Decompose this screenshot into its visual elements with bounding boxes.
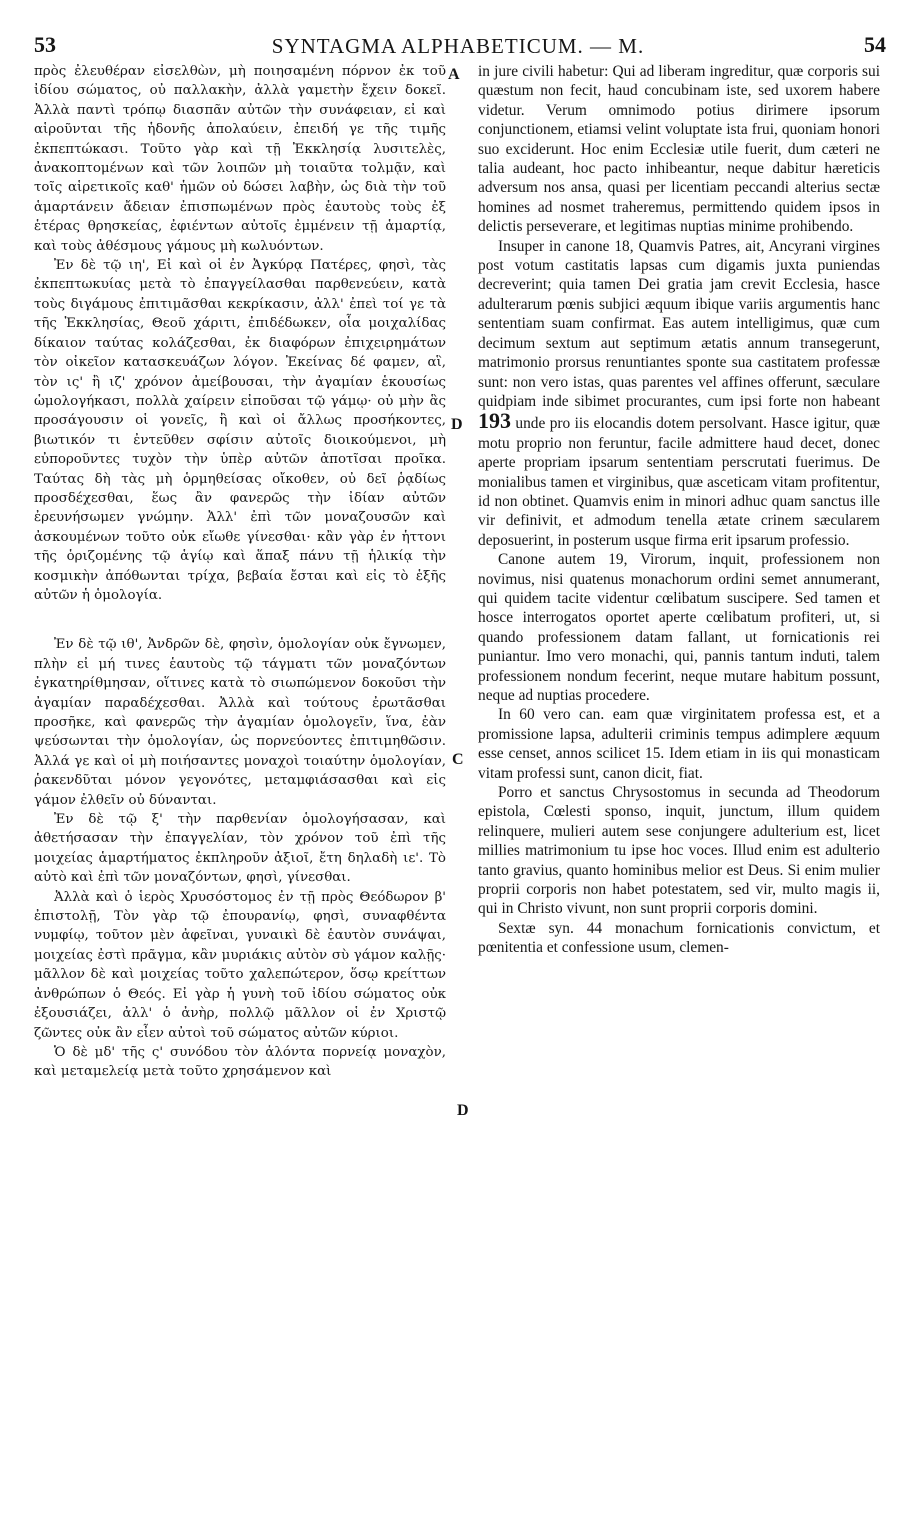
latin-paragraph: Sextæ syn. 44 monachum fornicationis convictum, et pœnitentia et confessione usum, clemen- (478, 919, 880, 957)
latin-paragraph: Porro et sanctus Chrysostomus in secunda ad Theodorum epistola, Cœlesti sponso, inquit, junctum, illum quidem relinquere, mulieri autem sese conjungere adulterium est, licet millies matrimonium tu ipse hoc voces. Illud enim est adulterio tanto gravius, quanto hominibus melior est Deus. Si enim mulier proprii corporis non habet potestatem, sed vir, multo magis ii, qui in Christo vivunt, non sunt proprii corporis domini. (478, 784, 880, 918)
greek-paragraph: Ἐν δὲ τῷ ιθ', Ἀνδρῶν δὲ, φησὶν, ὁμολογίαν οὐκ ἔγνωμεν, πλὴν εἰ μή τινες ἑαυτοὺς τῷ τάγματι τῶν μοναζόντων ἐγκατηρίθμησαν, οἵτινες κατὰ τὸ σιωπώμενον δοκοῦσι τὴν ἀγαμίαν παραδέχεσθαι. Ἀλλὰ καὶ τούτους ἐρωτᾶσθαι προσῆκε, καὶ φανερῶς τὴν ἀγαμίαν ὁμολογεῖν, ἵνα, ἐὰν ψεύσωνται τὴν ὁμολογίαν, ὡς πορνεύοντες ἐπιτιμηθῶσιν. Ἀλλά γε καὶ οἱ μὴ ποιήσαντες μοναχοὶ τοιαύτην ὁμολογίαν, ῥακενδῦται μόνον γεγονότες, μεταμφιάσασθαι καὶ εἰς γάμον ἐλθεῖν οὐ δύνανται. (34, 637, 446, 808)
greek-paragraph: Ἐν δὲ τῷ ιη', Εἰ καὶ οἱ ἐν Ἀγκύρᾳ Πατέρες, φησὶ, τὰς ἐκπεπτωκυίας μετὰ τὸ ἐπαγγείλασθαι παρθενεύειν, κατὰ τοὺς διγάμους ἐπιτιμᾶσθαι κεκρίκασιν, ἀλλ' ἐπεὶ τοί γε τὰ τῆς Ἐκκλησίας, Θεοῦ χάριτι, ἐπιδέδωκεν, οἷα μοιχαλίδας δίκαιον ταύτας κολάζεσθαι, ἐκ διαφόρων ἐπιχειρημάτων τὸν οἰκεῖον κατασκευάζων λόγον. Ἐκείνας δέ φαμεν, αἳ, τὸν ις' ἢ ιζ' χρόνον ἀμείβουσαι, τὴν ἀγαμίαν ἑκουσίως ὡμολογήκασι, πολλὰ χαίρειν εἰποῦσαι τῷ γάμῳ· οὐ μὴν ἃς προσάγουσιν οἱ γονεῖς, ἢ καὶ οἱ ἄλλως προσήκοντες, βιωτικόν τι ἐντεῦθεν σφίσιν αὐτοῖς διοικούμενοι, μὴ εὐποροῦντες τυχὸν τὴν ὑπὲρ αὐτῶν ἀποτῖσαι προῖκα. Ταύτας δὴ τὰς μὴ ὁρμηθείσας οἴκοθεν, οὐ δεῖ ῥᾳδίως προσδέχεσθαι, ἕως ἂν φανερῶς τὴν ἰδίαν αὐτῶν ἐρευνήσωμεν γνώμην. Ἀλλ' ἐπὶ τῶν μοναζουσῶν καὶ ἀσκουμένων τοῦτο οὐκ εἴωθε γίνεσθαι· κἂν γὰρ ἐν ἡττονι τῆς ὁριζομένης τῷ ἁγίῳ καὶ ἅπαξ πάνυ τῇ ἡλικίᾳ τὴν κοσμικὴν ἀπόθωνται τρίχα, βεβαία ἔσται καὶ εἰς τὸ ἑξῆς αὐτῶν ἡ ὁμολογία. (34, 258, 446, 603)
latin-paragraph: In 60 vero can. eam quæ virginitatem professa est, et a promissione lapsa, adulterii criminis tempus adimplere æquum esse censet, annos scilicet 15. Idem etiam in iis qui monasticam vitam professi sunt, canon dicit, fiat. (478, 706, 880, 782)
running-title: SYNTAGMA ALPHABETICUM. — M. (271, 34, 645, 58)
margin-marker-a: A (448, 66, 460, 83)
folio-number: 193 (478, 408, 511, 434)
latin-paragraph: Canone autem 19, Virorum, inquit, professionem non novimus, nisi quatenus monachorum ordini semet annumerant, qui quidem tacite videntur cœlibatum suscipere. Sed tamen et hosce interrogatos oportet aperte cœlibatum profiteri, ut, si quando professionem datam fallant, ut fornicationis rei puniantur. Imo vero monachi, qui, pannis tantum induti, talem professionem nondum fecerint, neque mutare habitum possunt, neque ad nuptias procedere. (478, 551, 880, 704)
latin-column (478, 62, 880, 958)
latin-paragraph-text: unde pro iis elocandis dotem persolvant. Hasce igitur, quæ motu proprio non feruntur, facile admittere haud decet, donec aperte propriam ipsarum sententiam perscrutati fuerimus. De monialibus tamen et virginibus, quæ asceticam vitam profitentur, id non obtinet. Quamvis enim in minori adhuc quam sanctus ille vir definivit, et admodum tenella ætate crinem sæcularem deposuerint, in posterum usque firma erit ipsarum professio. (478, 415, 880, 549)
greek-column (34, 62, 446, 1082)
margin-marker-d-upper: D (451, 416, 463, 433)
latin-paragraph: in jure civili habetur: Qui ad liberam ingreditur, quæ corporis sui quæstum non fecit, haud concubinam iste, sed uxorem habere videtur. Verum omnimodo potius dirimere ipsorum conjunctionem, etiamsi velint voluptate ista frui, quoniam honori suo exciderunt. Hoc enim Ecclesiæ utile fuerit, dum cæteri ne talia audeant, hoc pacto inhibeantur, neque dabitur hæreticis adversum nos ansa, quasi per licentiam peccandi alterius sectæ homines ad nosmet traheremus, permittendo quidem ipsos in delictis perseverare, et legitimas nuptias minime prohibendo. (478, 63, 880, 236)
latin-paragraph (478, 237, 880, 551)
latin-paragraph-text: Insuper in canone 18, Quamvis Patres, ait, Ancyrani virgines post votum castitatis lapsas cum digamis juxta puniendas decreverint; quia tamen Dei gratia jam crevit Ecclesia, hasce adulterarum pœnis subjici æquum ibique variis argumentis hanc sententiam suam confirmat. Eas autem intelligimus, quæ cum decimum sextum aut septimum ætatis annum transegerunt, matrimonio prorsus renuntiantes sponte sua castitatem professæ sunt: non vero istas, quas parentes vel affines offerunt, sæculare quidpiam inde sibimet procurantes, cum ipsi forte non habeant (478, 237, 880, 410)
page-number-right: 54 (864, 32, 886, 57)
margin-marker-c: C (452, 751, 464, 768)
column-gap (34, 605, 446, 635)
running-header (22, 10, 894, 58)
greek-paragraph: Ἐν δὲ τῷ ξ' τὴν παρθενίαν ὁμολογήσασαν, καὶ ἀθετήσασαν τὴν ἐπαγγελίαν, τὸν χρόνον τοῦ ἐπὶ τῆς μοιχείας ἁμαρτήματος ἐκπληροῦν ἀξιοῖ, ἔτη δηλαδὴ ιε'. Τὸ αὐτὸ καὶ ἐπὶ τῶν μοναζόντων, φησὶ, γίνεσθαι. (34, 812, 446, 886)
margin-marker-d-lower: D (457, 1102, 469, 1119)
greek-paragraph: Ὁ δὲ μδ' τῆς ς' συνόδου τὸν ἁλόντα πορνείᾳ μοναχὸν, καὶ μεταμελείᾳ μετὰ τοῦτο χρησάμενον καὶ (34, 1044, 446, 1080)
greek-paragraph: πρὸς ἐλευθέραν εἰσελθὼν, μὴ ποιησαμένη πόρνον ἐκ τοῦ ἰδίου σώματος, οὐ παλλακὴν, ἀλλὰ γαμετὴν ἔχειν δοκεῖ. Ἀλλὰ παντὶ τρόπῳ διασπᾶν αὐτῶν τὴν συνάφειαν, εἰ καὶ αἱροῦνται τῆς ἡδονῆς ἀπολαύειν, ἐπειδή γε τῆς τιμῆς ἐκπεπτώκασι. Τοῦτο γὰρ καὶ τῇ Ἐκκλησίᾳ λυσιτελὲς, ἀνακοπτομένων καὶ τῶν λοιπῶν μὴ τοιαῦτα τολμᾷν, καὶ τοῖς αἱρετικοῖς καθ' ἡμῶν οὐ δώσει λαβὴν, ὡς διὰ τὴν τοῦ ἁμαρτάνειν ἄδειαν ἐπισπωμένων πρὸς ἑαυτοὺς τοὺς ἐξ ἑτέρας θρησκείας, ἐφιέντων αὐτοῖς ἐμμένειν τῇ ἁμαρτίᾳ, καὶ τοὺς ἀθέσμους γάμους μὴ κωλυόντων. (34, 64, 446, 254)
page-number-left: 53 (34, 32, 56, 57)
greek-paragraph: Ἀλλὰ καὶ ὁ ἱερὸς Χρυσόστομος ἐν τῇ πρὸς Θεόδωρον β' ἐπιστολῇ, Τὸν γὰρ τῷ ἐπουρανίῳ, φησὶ, συναφθέντα νυμφίῳ, τοῦτον μὲν ἀφεῖναι, γυναικὶ δὲ ἑαυτὸν συνάψαι, μοιχείας ἐστὶ πρᾶγμα, κἂν μυριάκις αὐτὸν σὺ γάμον καλῇς· μᾶλλον δὲ καὶ μοιχείας τοῦτο χαλεπώτερον, ὅσῳ κρείττων ἀνθρώπων ὁ Θεός. Εἰ γὰρ ἡ γυνὴ τοῦ ἰδίου σώματος οὐκ ἐξουσιάζει, ἀλλ' ὁ ἀνὴρ, πολλῷ μᾶλλον οἱ ἐν Χριστῷ ζῶντες οὐκ ἂν εἶεν αὐτοὶ τοῦ σώματος αὐτῶν κύριοι. (34, 889, 446, 1041)
